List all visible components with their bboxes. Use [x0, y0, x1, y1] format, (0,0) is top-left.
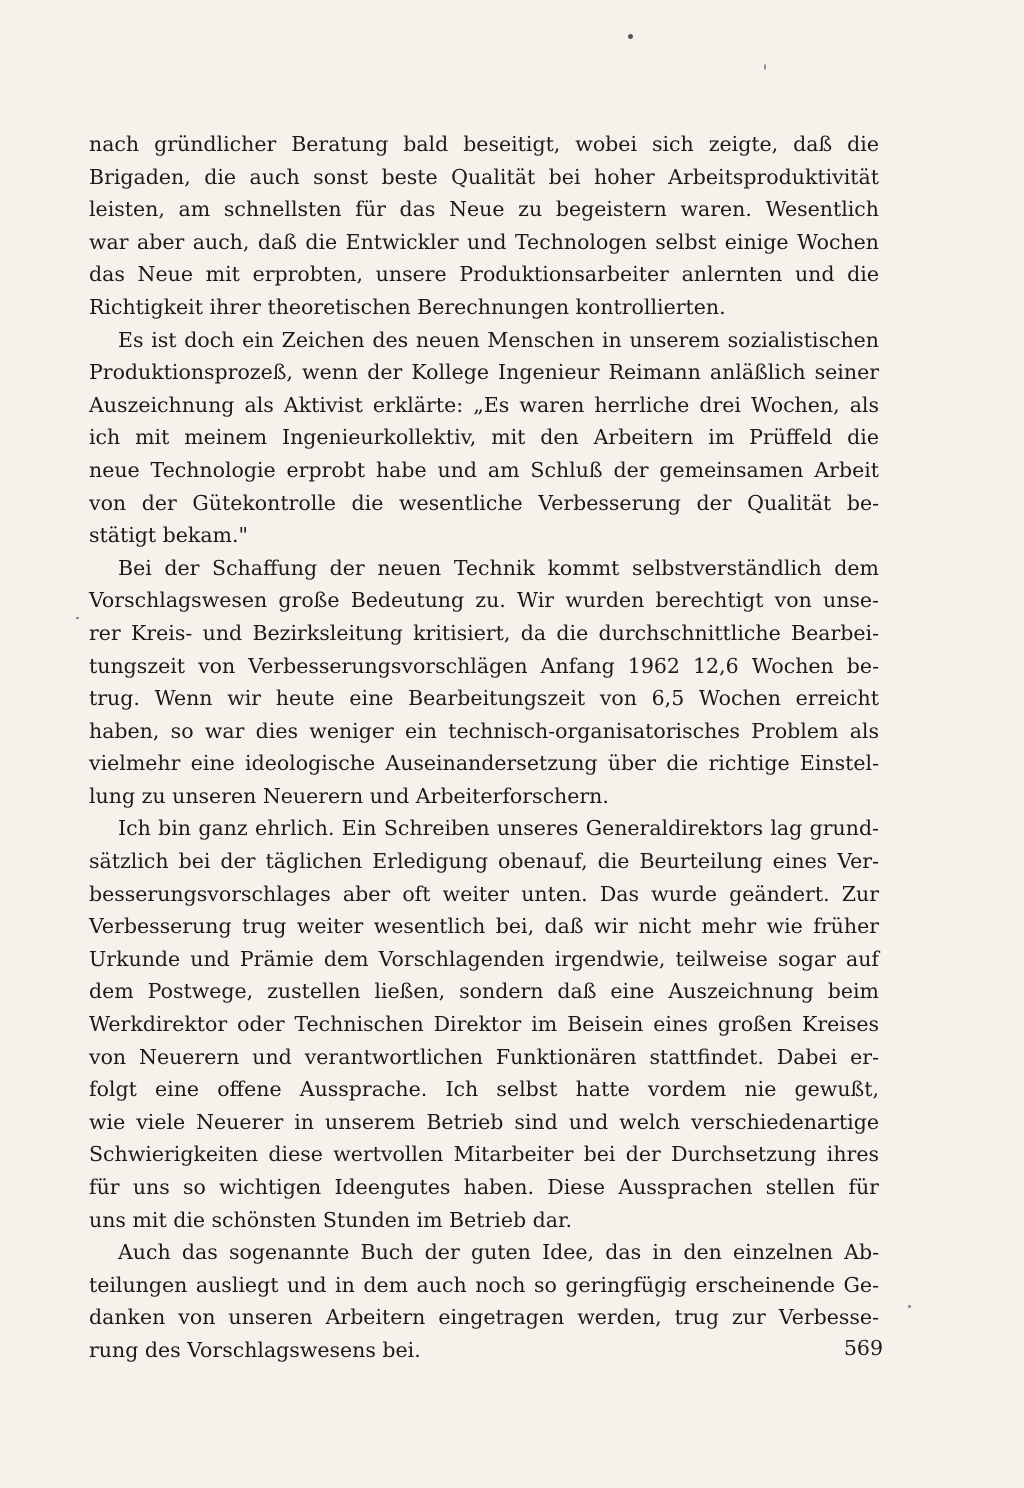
text-line: danken von unseren Arbeitern eingetragen werden, trug zur Verbesse-: [89, 1305, 879, 1330]
text-line: Auch das sogenannte Buch der guten Idee, das in den einzelnen Ab-: [118, 1240, 879, 1265]
text-line: Werkdirektor oder Technischen Direktor im Beisein eines großen Kreises: [89, 1012, 879, 1037]
paragraph: [89, 128, 879, 324]
text-line: war aber auch, daß die Entwickler und Technologen selbst einige Wochen: [89, 229, 879, 254]
paragraph: [89, 324, 879, 552]
text-line: Ich bin ganz ehrlich. Ein Schreiben unseres Generaldirektors lag grund-: [118, 816, 879, 841]
page-number: 569: [843, 1336, 883, 1360]
text-line: besserungsvorschlages aber oft weiter unten. Das wurde geändert. Zur: [89, 881, 879, 906]
text-line: Produktionsprozeß, wenn der Kollege Ingenieur Reimann anläßlich seiner: [89, 360, 879, 385]
scan-speck: [764, 64, 766, 70]
text-line: teilungen ausliegt und in dem auch noch so geringfügig erscheinende Ge-: [89, 1272, 879, 1297]
paragraph: [89, 812, 879, 1236]
text-line: trug. Wenn wir heute eine Bearbeitungszeit von 6,5 Wochen erreicht: [89, 686, 879, 711]
text-line: stätigt bekam.": [89, 523, 248, 548]
text-line: ich mit meinem Ingenieurkollektiv, mit den Arbeitern im Prüffeld die: [89, 425, 879, 450]
text-line: von Neuerern und verantwortlichen Funktionären stattfindet. Dabei er-: [89, 1044, 879, 1069]
text-line: Auszeichnung als Aktivist erklärte: „Es waren herrliche drei Wochen, als: [89, 392, 879, 417]
body-text: [89, 128, 879, 1367]
text-line: von der Gütekontrolle die wesentliche Verbesserung der Qualität be-: [89, 490, 879, 515]
text-line: haben, so war dies weniger ein technisch-organisatorisches Problem als: [89, 718, 879, 743]
text-line: das Neue mit erprobten, unsere Produktionsarbeiter anlernten und die: [89, 262, 879, 287]
text-line: rer Kreis- und Bezirksleitung kritisiert, da die durchschnittliche Bearbei-: [89, 620, 879, 645]
text-line: vielmehr eine ideologische Auseinandersetzung über die richtige Einstel-: [89, 751, 879, 776]
text-line: sätzlich bei der täglichen Erledigung obenauf, die Beurteilung eines Ver-: [89, 849, 879, 874]
text-line: folgt eine offene Aussprache. Ich selbst hatte vordem nie gewußt,: [89, 1077, 879, 1102]
text-line: Verbesserung trug weiter wesentlich bei, daß wir nicht mehr wie früher: [89, 914, 879, 939]
scan-speck: [76, 617, 79, 619]
text-line: leisten, am schnellsten für das Neue zu begeistern waren. Wesentlich: [89, 197, 879, 222]
text-line: uns mit die schönsten Stunden im Betrieb dar.: [89, 1207, 573, 1232]
paragraph: [89, 1236, 879, 1366]
text-line: Urkunde und Prämie dem Vorschlagenden irgendwie, teilweise sogar auf: [89, 946, 879, 971]
paragraph: [89, 552, 879, 813]
text-line: für uns so wichtigen Ideengutes haben. Diese Aussprachen stellen für: [89, 1175, 879, 1199]
text-line: Es ist doch ein Zeichen des neuen Menschen in unserem sozialistischen: [118, 327, 879, 352]
text-line: Brigaden, die auch sonst beste Qualität bei hoher Arbeitsproduktivität: [89, 164, 879, 189]
text-line: nach gründlicher Beratung bald beseitigt, wobei sich zeigte, daß die: [89, 132, 879, 156]
text-line: Vorschlagswesen große Bedeutung zu. Wir wurden berechtigt von unse-: [89, 588, 879, 613]
text-line: Richtigkeit ihrer theoretischen Berechnungen kontrollierten.: [89, 294, 726, 319]
text-line: Schwierigkeiten diese wertvollen Mitarbeiter bei der Durchsetzung ihres: [89, 1142, 879, 1167]
text-line: rung des Vorschlagswesens bei.: [89, 1337, 421, 1362]
text-line: wie viele Neuerer in unserem Betrieb sind und welch verschiedenartige: [89, 1109, 879, 1134]
text-line: dem Postwege, zustellen ließen, sondern daß eine Auszeichnung beim: [89, 979, 879, 1004]
text-line: tungszeit von Verbesserungsvorschlägen Anfang 1962 12,6 Wochen be-: [89, 653, 879, 678]
scan-speck: [628, 34, 633, 39]
text-line: lung zu unseren Neuerern und Arbeiterforschern.: [89, 783, 609, 808]
scan-speck: [908, 1305, 911, 1308]
text-line: Bei der Schaffung der neuen Technik kommt selbstverständlich dem: [118, 555, 879, 580]
text-line: neue Technologie erprobt habe und am Schluß der gemeinsamen Arbeit: [89, 457, 879, 482]
